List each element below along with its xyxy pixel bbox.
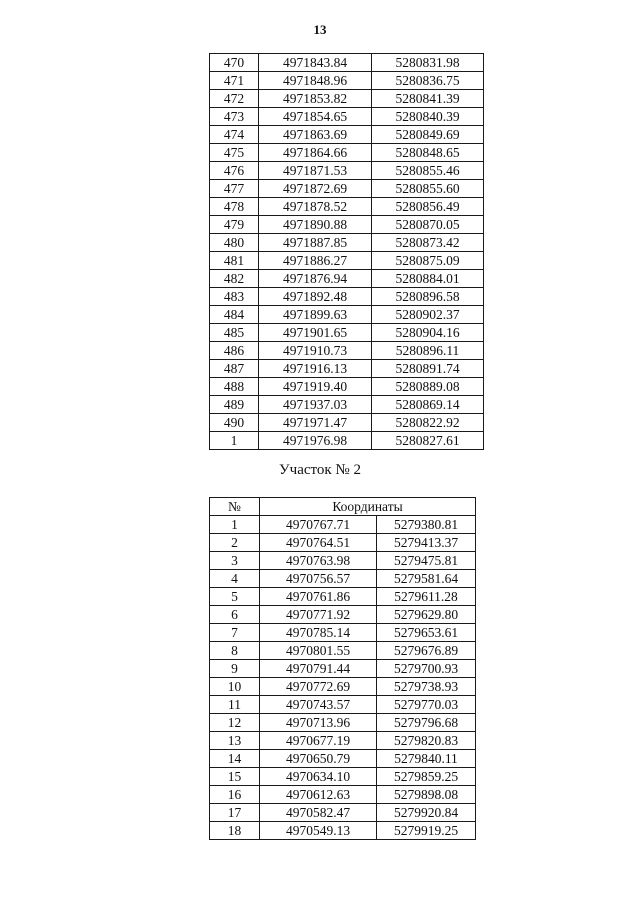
point-number: 479: [210, 216, 259, 234]
coordinate-y: 5280831.98: [372, 54, 484, 72]
table-row: [210, 306, 484, 324]
coordinates-table-2-header: [210, 498, 476, 516]
table-row: [210, 768, 476, 786]
table-row: [210, 198, 484, 216]
point-number: 6: [210, 606, 260, 624]
coordinate-y: 5279700.93: [377, 660, 476, 678]
table-row: [210, 642, 476, 660]
coordinate-x: 4971854.65: [259, 108, 372, 126]
point-number: 5: [210, 588, 260, 606]
coordinate-x: 4971878.52: [259, 198, 372, 216]
table-row: [210, 570, 476, 588]
coordinate-x: 4971886.27: [259, 252, 372, 270]
coordinate-x: 4971899.63: [259, 306, 372, 324]
coordinate-x: 4970549.13: [260, 822, 377, 840]
point-number: 476: [210, 162, 259, 180]
table-row: [210, 660, 476, 678]
point-number: 481: [210, 252, 259, 270]
coordinate-y: 5280848.65: [372, 144, 484, 162]
table-row: [210, 180, 484, 198]
table-row: [210, 534, 476, 552]
coordinate-y: 5280896.58: [372, 288, 484, 306]
coordinates-table-2: [209, 497, 476, 840]
point-number: 485: [210, 324, 259, 342]
coordinate-x: 4971971.47: [259, 414, 372, 432]
coordinate-y: 5280822.92: [372, 414, 484, 432]
point-number: 7: [210, 624, 260, 642]
point-number: 472: [210, 90, 259, 108]
coordinate-x: 4971872.69: [259, 180, 372, 198]
coordinate-y: 5279413.37: [377, 534, 476, 552]
coordinate-x: 4970743.57: [260, 696, 377, 714]
point-number: 487: [210, 360, 259, 378]
table-row: [210, 108, 484, 126]
coordinate-y: 5279581.64: [377, 570, 476, 588]
coordinate-x: 4971848.96: [259, 72, 372, 90]
point-number: 490: [210, 414, 259, 432]
coordinate-x: 4971843.84: [259, 54, 372, 72]
table-row: [210, 144, 484, 162]
header-number: №: [210, 498, 260, 516]
coordinate-x: 4970677.19: [260, 732, 377, 750]
table-row: [210, 588, 476, 606]
coordinate-y: 5280884.01: [372, 270, 484, 288]
coordinate-x: 4970763.98: [260, 552, 377, 570]
table-row: [210, 54, 484, 72]
point-number: 15: [210, 768, 260, 786]
point-number: 16: [210, 786, 260, 804]
coordinate-y: 5280836.75: [372, 72, 484, 90]
table-row: [210, 216, 484, 234]
table-row: [210, 234, 484, 252]
coordinate-y: 5279629.80: [377, 606, 476, 624]
table-row: [210, 90, 484, 108]
coordinate-y: 5280891.74: [372, 360, 484, 378]
coordinate-y: 5279738.93: [377, 678, 476, 696]
coordinate-y: 5280902.37: [372, 306, 484, 324]
table-row: [210, 516, 476, 534]
coordinate-y: 5279919.25: [377, 822, 476, 840]
coordinate-y: 5279653.61: [377, 624, 476, 642]
coordinate-y: 5279840.11: [377, 750, 476, 768]
table-row: [210, 606, 476, 624]
point-number: 9: [210, 660, 260, 678]
header-coordinates: Координаты: [260, 498, 476, 516]
table-row: [210, 72, 484, 90]
coordinate-x: 4971910.73: [259, 342, 372, 360]
coordinate-y: 5279920.84: [377, 804, 476, 822]
table-row: [210, 252, 484, 270]
coordinate-x: 4971871.53: [259, 162, 372, 180]
coordinate-y: 5280889.08: [372, 378, 484, 396]
point-number: 17: [210, 804, 260, 822]
coordinate-x: 4971976.98: [259, 432, 372, 450]
coordinate-x: 4971864.66: [259, 144, 372, 162]
table-row: [210, 552, 476, 570]
coordinate-y: 5279859.25: [377, 768, 476, 786]
coordinate-y: 5280896.11: [372, 342, 484, 360]
table-row: [210, 624, 476, 642]
point-number: 488: [210, 378, 259, 396]
coordinate-y: 5280870.05: [372, 216, 484, 234]
table-row: [210, 696, 476, 714]
point-number: 473: [210, 108, 259, 126]
coordinate-x: 4971887.85: [259, 234, 372, 252]
coordinate-x: 4971901.65: [259, 324, 372, 342]
section-title: Участок № 2: [279, 462, 361, 478]
coordinate-x: 4971937.03: [259, 396, 372, 414]
coordinate-y: 5280849.69: [372, 126, 484, 144]
coordinate-x: 4971916.13: [259, 360, 372, 378]
point-number: 12: [210, 714, 260, 732]
point-number: 478: [210, 198, 259, 216]
coordinate-x: 4971919.40: [259, 378, 372, 396]
coordinate-y: 5280856.49: [372, 198, 484, 216]
coordinates-table-1: [209, 53, 484, 450]
point-number: 10: [210, 678, 260, 696]
table-row: [210, 324, 484, 342]
coordinate-x: 4970650.79: [260, 750, 377, 768]
point-number: 13: [210, 732, 260, 750]
coordinate-y: 5280869.14: [372, 396, 484, 414]
coordinate-y: 5279611.28: [377, 588, 476, 606]
point-number: 477: [210, 180, 259, 198]
table-row: [210, 126, 484, 144]
coordinate-y: 5280904.16: [372, 324, 484, 342]
coordinate-y: 5279898.08: [377, 786, 476, 804]
table-row: [210, 732, 476, 750]
coordinates-table-1-body: [210, 54, 484, 450]
table-header-row: [210, 498, 476, 516]
coordinate-x: 4970785.14: [260, 624, 377, 642]
point-number: 1: [210, 516, 260, 534]
table-row: [210, 432, 484, 450]
table-row: [210, 750, 476, 768]
point-number: 471: [210, 72, 259, 90]
table-row: [210, 378, 484, 396]
coordinate-x: 4970582.47: [260, 804, 377, 822]
coordinate-y: 5280873.42: [372, 234, 484, 252]
table-row: [210, 270, 484, 288]
table-row: [210, 288, 484, 306]
coordinate-y: 5279475.81: [377, 552, 476, 570]
table-row: [210, 786, 476, 804]
coordinate-x: 4970634.10: [260, 768, 377, 786]
coordinate-x: 4971892.48: [259, 288, 372, 306]
coordinate-y: 5279796.68: [377, 714, 476, 732]
point-number: 14: [210, 750, 260, 768]
point-number: 8: [210, 642, 260, 660]
coordinate-y: 5280841.39: [372, 90, 484, 108]
point-number: 3: [210, 552, 260, 570]
table-row: [210, 678, 476, 696]
coordinate-x: 4970713.96: [260, 714, 377, 732]
coordinate-y: 5279676.89: [377, 642, 476, 660]
point-number: 11: [210, 696, 260, 714]
coordinate-y: 5280827.61: [372, 432, 484, 450]
coordinate-y: 5280840.39: [372, 108, 484, 126]
point-number: 474: [210, 126, 259, 144]
table-row: [210, 360, 484, 378]
table-row: [210, 804, 476, 822]
coordinate-x: 4971876.94: [259, 270, 372, 288]
table-row: [210, 162, 484, 180]
table-row: [210, 822, 476, 840]
table-row: [210, 342, 484, 360]
point-number: 482: [210, 270, 259, 288]
coordinate-x: 4971863.69: [259, 126, 372, 144]
point-number: 483: [210, 288, 259, 306]
coordinate-y: 5279820.83: [377, 732, 476, 750]
coordinate-x: 4970761.86: [260, 588, 377, 606]
point-number: 2: [210, 534, 260, 552]
coordinate-x: 4970791.44: [260, 660, 377, 678]
coordinate-x: 4970772.69: [260, 678, 377, 696]
coordinates-table-2-body: [210, 516, 476, 840]
point-number: 484: [210, 306, 259, 324]
point-number: 1: [210, 432, 259, 450]
coordinate-x: 4970756.57: [260, 570, 377, 588]
coordinate-x: 4970801.55: [260, 642, 377, 660]
point-number: 475: [210, 144, 259, 162]
point-number: 4: [210, 570, 260, 588]
coordinate-x: 4971853.82: [259, 90, 372, 108]
coordinate-y: 5279770.03: [377, 696, 476, 714]
coordinate-y: 5280875.09: [372, 252, 484, 270]
point-number: 489: [210, 396, 259, 414]
table-row: [210, 414, 484, 432]
coordinate-y: 5279380.81: [377, 516, 476, 534]
coordinate-x: 4970771.92: [260, 606, 377, 624]
coordinate-y: 5280855.46: [372, 162, 484, 180]
page-number: 13: [313, 22, 327, 37]
table-row: [210, 714, 476, 732]
point-number: 470: [210, 54, 259, 72]
point-number: 480: [210, 234, 259, 252]
table-row: [210, 396, 484, 414]
coordinate-x: 4970764.51: [260, 534, 377, 552]
point-number: 486: [210, 342, 259, 360]
coordinate-y: 5280855.60: [372, 180, 484, 198]
coordinate-x: 4970612.63: [260, 786, 377, 804]
coordinate-x: 4970767.71: [260, 516, 377, 534]
coordinate-x: 4971890.88: [259, 216, 372, 234]
point-number: 18: [210, 822, 260, 840]
